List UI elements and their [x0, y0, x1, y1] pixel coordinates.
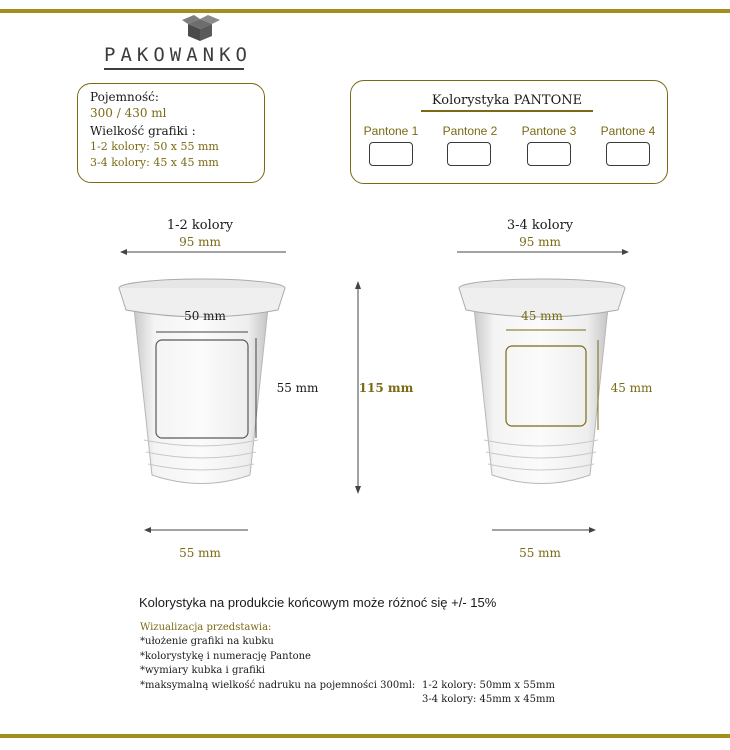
left-print-width: 50 mm: [184, 309, 226, 323]
visualization-item-2: *kolorystykę i numerację Pantone: [140, 651, 311, 662]
pantone-2-label: Pantone 2: [442, 124, 498, 138]
right-cup-top-width: 95 mm: [519, 235, 561, 249]
visualization-max-1-2: 1-2 kolory: 50mm x 55mm: [422, 680, 555, 691]
right-cup-title: 3-4 kolory: [506, 218, 574, 233]
right-top-width-arrow: [455, 247, 629, 257]
left-cup: [112, 270, 292, 495]
left-cup-top-width: 95 mm: [179, 235, 221, 249]
visualization-max-3-4: 3-4 kolory: 45mm x 45mm: [422, 694, 555, 705]
pantone-4-swatch: [606, 142, 650, 166]
pantone-1-label: Pantone 1: [363, 124, 419, 138]
logo-text: PAKOWANKO: [104, 44, 252, 66]
left-cup-title: 1-2 kolory: [166, 218, 234, 233]
cup-height: 115 mm: [358, 381, 414, 395]
box-icon: [180, 14, 222, 42]
info-box: [77, 83, 265, 183]
bottom-bar: [0, 734, 730, 738]
left-bottom-width: 55 mm: [179, 546, 221, 560]
pantone-1-swatch: [369, 142, 413, 166]
pantone-title: Kolorystyka PANTONE: [431, 93, 583, 108]
visualization-item-4: *maksymalną wielkość nadruku na pojemności 300ml:: [140, 680, 416, 691]
left-print-height: 55 mm: [276, 381, 319, 395]
visualization-item-3: *wymiary kubka i grafiki: [140, 665, 266, 676]
graphic-size-label: Wielkość grafiki :: [90, 124, 196, 138]
right-print-width: 45 mm: [521, 309, 563, 323]
pantone-3-swatch: [527, 142, 571, 166]
size-1-2: 1-2 kolory: 50 x 55 mm: [90, 140, 219, 153]
right-bottom-width-arrow: [490, 525, 598, 535]
capacity-label: Pojemność:: [90, 90, 159, 104]
pantone-2-swatch: [447, 142, 491, 166]
right-print-height: 45 mm: [610, 381, 653, 395]
color-note: Kolorystyka na produkcie końcowym może różnoć się +/- 15%: [139, 595, 497, 610]
visualization-item-1: *ułożenie grafiki na kubku: [140, 636, 274, 647]
pantone-title-underline: [421, 110, 593, 112]
pantone-3-label: Pantone 3: [521, 124, 577, 138]
left-top-width-arrow: [120, 247, 290, 257]
size-3-4: 3-4 kolory: 45 x 45 mm: [90, 156, 219, 169]
capacity-value: 300 / 430 ml: [90, 106, 167, 120]
logo-underline: [104, 68, 244, 70]
top-bar: [0, 9, 730, 13]
right-bottom-width: 55 mm: [519, 546, 561, 560]
pantone-4-label: Pantone 4: [600, 124, 656, 138]
visualization-heading: Wizualizacja przedstawia:: [140, 622, 272, 633]
left-bottom-width-arrow: [144, 525, 250, 535]
logo: [104, 14, 252, 74]
pantone-box: [350, 80, 668, 184]
